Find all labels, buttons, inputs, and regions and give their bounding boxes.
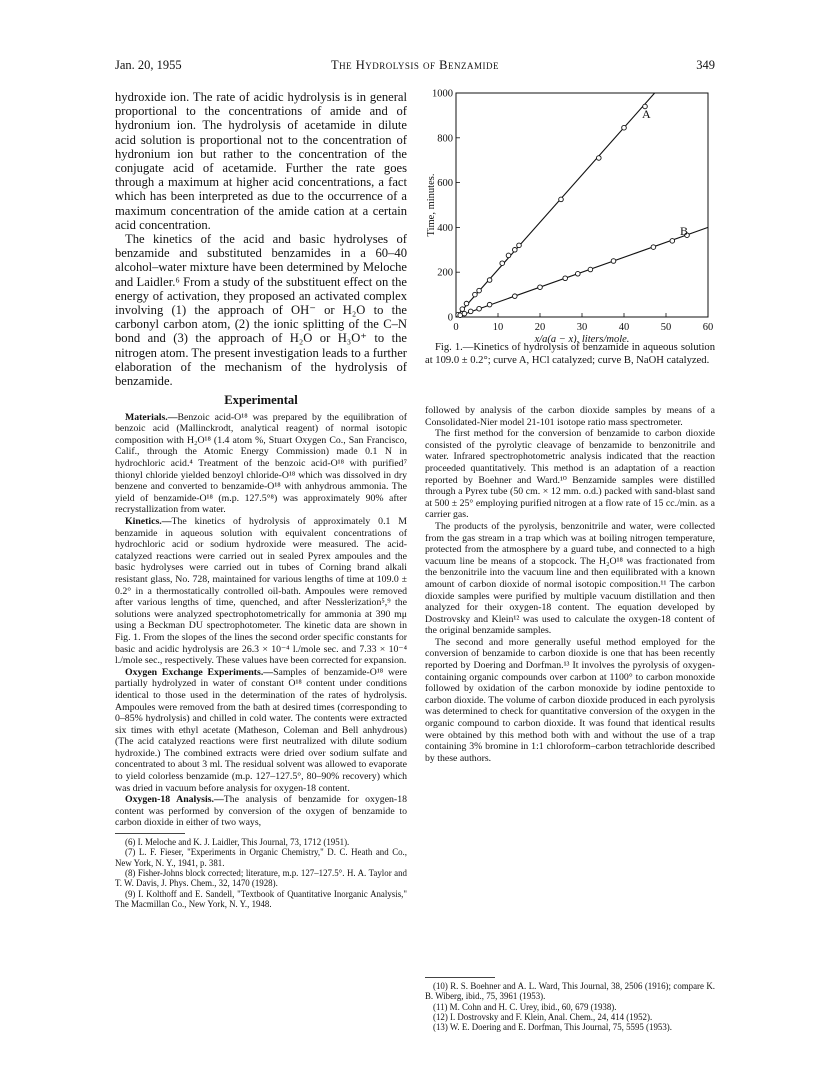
- right-footnotes: [425, 973, 715, 1032]
- footnote: (7) L. F. Fieser, "Experiments in Organic Chemistry," D. C. Heath and Co., New York, N. Y., 1941, p. 381.: [115, 847, 407, 868]
- right-column: [425, 405, 715, 764]
- data-point-a: [506, 253, 511, 258]
- pyrolysis-method-paragraph: The first method for the conversion of benzamide to carbon dioxide consisted of the pyrolytic cleavage of benzamide to benzonitrile and water. Infrared spectrophotometric analysis indicated that the reaction proceeded quantitatively. This method is an adaptation of a reaction reported by Boehner and Ward.¹⁰ Benzamide samples were distilled through a Pyrex tube (50 cm. × 12 mm. o.d.) packed with sand-blast sand at 500 ± 25° employing purified nitrogen at a flow rate of 15 cc./min. as a carrier gas.: [425, 428, 715, 521]
- footnote: (13) W. E. Doering and E. Dorfman, This Journal, 75, 5595 (1953).: [433, 1022, 672, 1033]
- page-number: 349: [696, 58, 715, 72]
- data-point-b: [538, 285, 543, 290]
- x-tick-label: 60: [702, 322, 714, 333]
- kinetics-text: The kinetics of hydrolysis of approximately 0.1 M benzamide in aqueous solution with equivalent concentrations of hydrochloric acid or sodium hydroxide were measured. The acid-catalyzed reactions were carried out in sealed Pyrex ampoules and the basic hydrolyses were carried out in tubes of Corning brand alkali resistant glass, No. 728, maintained for various lengths of time at 109.0 ± 0.2° in a thermostatically controlled oil-bath. Ampoules were removed after various lengths of time, quenched, and after Nesslerization⁵,⁹ the solutions were analyzed spectrophotometrically for ammonia at 390 mμ using a Beckman DU spectrophotometer. The kinetic data are shown in Fig. 1. From the slopes of the lines the second order specific constants for basic and acidic hydrolysis are 26.3 × 10⁻⁴ l./mole sec. and 7.33 × 10⁻⁴ l./mole sec., respectively. These values have been corrected for expansion.: [115, 516, 407, 667]
- data-point-b: [487, 302, 492, 307]
- y-tick-label: 600: [437, 178, 453, 190]
- y-tick-label: 800: [437, 133, 453, 145]
- data-point-b: [513, 294, 518, 299]
- footnote: (9) I. Kolthoff and E. Sandell, "Textbook of Quantitative Inorganic Analysis," The Macmillan Co., New York, N. Y., 1948.: [115, 888, 407, 909]
- footnote-rule: [115, 833, 185, 834]
- x-tick-label: 30: [576, 322, 588, 333]
- y-tick-label: 1000: [432, 88, 453, 100]
- x-tick-label: 40: [618, 322, 630, 333]
- oxygen-exchange-text: Samples of benzamide-O¹⁸ were partially hydrolyzed in water of constant O¹⁸ content under conditions identical to those used in the determination of the rates of hydrolysis. Ampoules were removed from the bath at desired times (corresponding to 0–85% hydrolysis) and chilled in cold water. The contents were extracted six times with ethyl acetate (Matheson, Coleman and Bell anhydrous) (The acid catalyzed reactions were first neutralized with dilute sodium hydroxide.) The combined extracts were dried over sodium sulfate and concentrated to about 3 ml. The residual solvent was allowed to evaporate to yield colorless benzamide (m.p. 127–127.5°, 80–90% recovery) which was dried in vacuum before analysis for oxygen-18 content.: [115, 666, 407, 794]
- data-point-a: [597, 156, 602, 161]
- data-point-a: [500, 261, 505, 266]
- data-point-b: [468, 309, 473, 314]
- x-tick-label: 50: [660, 322, 672, 333]
- header-title: The Hydrolysis of Benzamide: [331, 58, 499, 72]
- oxygen18-paragraph: [115, 794, 407, 829]
- second-method-paragraph: The second and more generally useful method employed for the conversion of benzamide to carbon dioxide is one that has been recently reported by Doering and Dorfman.¹³ It involves the pyrolysis of oxygen-containing organic compounds over carbon at 1100° to carbon monoxide followed by oxidation of the carbon monoxide by iodine pentoxide to carbon dioxide. The volume of carbon dioxide produced in each pyrolysis was determined to check for quantitative conversion of the oxygen in the organic compound to carbon dioxide. It was found that identical results were obtained by this method both with and without the use of a trap containing 3% bromine in 1:1 chloroform–carbon tetrachloride described by these authors.: [425, 636, 715, 764]
- data-point-b: [477, 306, 482, 311]
- data-point-b: [576, 271, 581, 276]
- mass-spec-paragraph: followed by analysis of the carbon dioxide samples by means of a Consolidated-Nier model 21-101 isotope ratio mass spectrometer.: [425, 405, 715, 428]
- y-tick-label: 200: [437, 267, 453, 279]
- header-date: Jan. 20, 1955: [115, 58, 182, 72]
- materials-text: Benzoic acid-O¹⁸ was prepared by the equilibration of benzoic acid (Mallinckrodt, analytical reagent) of normal isotopic composition with H₂O¹⁸ (1.4 atom %, Stuart Oxygen Co., San Francisco, Calif., through the Atomic Energy Commission) made 0.1 N in hydrochloric acid.⁴ Treatment of the benzoic acid-O¹⁸ with purified⁷ thionyl chloride yielded benzoyl chloride-O¹⁸ which was dissolved in dry benzene and converted to benzamide-O¹⁸ with anhydrous ammonia. The yield of benzamide-O¹⁸ (m.p. 127.5°⁸) was approximately 90% after recrystallization from water.: [115, 411, 407, 516]
- data-point-b: [462, 311, 467, 316]
- footnote: (12) I. Dostrovsky and F. Klein, Anal. Chem., 24, 414 (1952).: [433, 1011, 653, 1022]
- footnote: (11) M. Cohn and H. C. Urey, ibid., 60, 679 (1938).: [433, 1001, 617, 1012]
- data-point-a: [513, 248, 518, 253]
- data-point-a: [487, 278, 492, 283]
- left-column: [115, 90, 407, 909]
- data-point-a: [559, 197, 564, 202]
- x-tick-label: 0: [453, 322, 459, 333]
- intro-paragraph: hydroxide ion. The rate of acidic hydrolysis is in general proportional to the concentrations of amide and of hydronium ion. The hydrolysis of acetamide in dilute acid solution is proportional not to the concentration of hydronium ion but rather to the concentration of the conjugate acid of acetamide. Further the rate goes through a maximum at higher acid concentrations, a fact which has been interpreted as due to the occurrence of a maximum concentration of the amide cation at a certain acid concentration.: [115, 90, 407, 232]
- data-point-a: [473, 292, 478, 297]
- data-point-a: [460, 307, 465, 312]
- running-header: [115, 58, 715, 74]
- figure-1: [422, 85, 722, 360]
- data-point-a: [622, 125, 627, 130]
- footnote: (8) Fisher-Johns block corrected; literature, m.p. 127–127.5°. H. A. Taylor and T. W. Davis, J. Phys. Chem., 32, 1470 (1928).: [115, 867, 407, 889]
- oxygen18-text: The analysis of benzamide for oxygen-18 content was performed by conversion of the oxygen of benzamide to carbon dioxide in either of two ways,: [115, 794, 407, 829]
- y-axis-label: Time, minutes.: [426, 173, 437, 237]
- data-point-b: [588, 267, 593, 272]
- data-point-b: [651, 245, 656, 250]
- oxygen-exchange-paragraph: [115, 667, 407, 795]
- plot-frame: [456, 93, 708, 317]
- section-heading-experimental: Experimental: [224, 393, 298, 408]
- data-point-b: [670, 239, 675, 244]
- meloche-paragraph: The kinetics of the acid and basic hydrolyses of benzamide and substituted benzamides in a 60–40 alcohol–water mixture have been determined by Meloche and Laidler.⁶ From a study of the substituent effect on the energy of activation, they proposed an activated complex involving (1) the approach of OH⁻ or H₂O to the carbonyl carbon atom, (2) the ionic splitting of the C–N bond and (3) the approach of H₂O or H₃O⁺ to the nitrogen atom. The present investigation leads to a further elaboration of the mechanism of the hydrolysis of benzamide.: [115, 232, 407, 389]
- materials-heading: Materials.—: [125, 411, 178, 423]
- figure-caption: Fig. 1.—Kinetics of hydrolysis of benzamide in aqueous solution at 109.0 ± 0.2°; curve A, HCl catalyzed; curve B, NaOH catalyzed.: [425, 342, 715, 366]
- footnote: (6) I. Meloche and K. J. Laidler, This Journal, 73, 1712 (1951).: [125, 837, 350, 848]
- data-point-b: [563, 276, 568, 281]
- y-tick-label: 0: [447, 312, 453, 324]
- oxygen-exchange-heading: Oxygen Exchange Experiments.—: [125, 666, 274, 678]
- data-point-a: [517, 243, 522, 248]
- data-point-a: [477, 288, 482, 293]
- footnote-rule: [425, 977, 495, 978]
- materials-paragraph: [115, 412, 407, 516]
- products-paragraph: The products of the pyrolysis, benzonitrile and water, were collected from the gas stream in a trap which was at boiling nitrogen temperature, protected from the atmosphere by a guard tube, and connected to a high vacuum line be means of a stopcock. The H₂O¹⁸ was fractionated from the benzonitrile into the vacuum line and then equilibrated with a known amount of carbon dioxide of normal isotopic composition.¹¹ The carbon dioxide samples were purified by multiple vacuum distillation and then analyzed for their oxygen-18 content. The equation developed by Dostrovsky and Klein¹² was used to calculate the oxygen-18 content of the original benzamide samples.: [425, 520, 715, 637]
- footnote: (10) R. S. Boehner and A. L. Ward, This Journal, 38, 2506 (1916); compare K. B. Wiberg, ibid., 75, 3961 (1953).: [425, 981, 715, 1002]
- series-label-b: B: [680, 224, 689, 238]
- x-axis-label: x/a(a − x), liters/mole.: [534, 334, 630, 343]
- kinetics-chart: [422, 85, 722, 343]
- data-point-a: [464, 301, 469, 306]
- y-tick-label: 400: [437, 222, 453, 234]
- series-label-a: A: [642, 107, 651, 121]
- oxygen18-heading: Oxygen-18 Analysis.—: [125, 794, 224, 806]
- kinetics-heading: Kinetics.—: [125, 516, 172, 528]
- x-tick-label: 20: [534, 322, 546, 333]
- x-tick-label: 10: [492, 322, 504, 333]
- kinetics-paragraph: [115, 516, 407, 667]
- data-point-b: [611, 259, 616, 264]
